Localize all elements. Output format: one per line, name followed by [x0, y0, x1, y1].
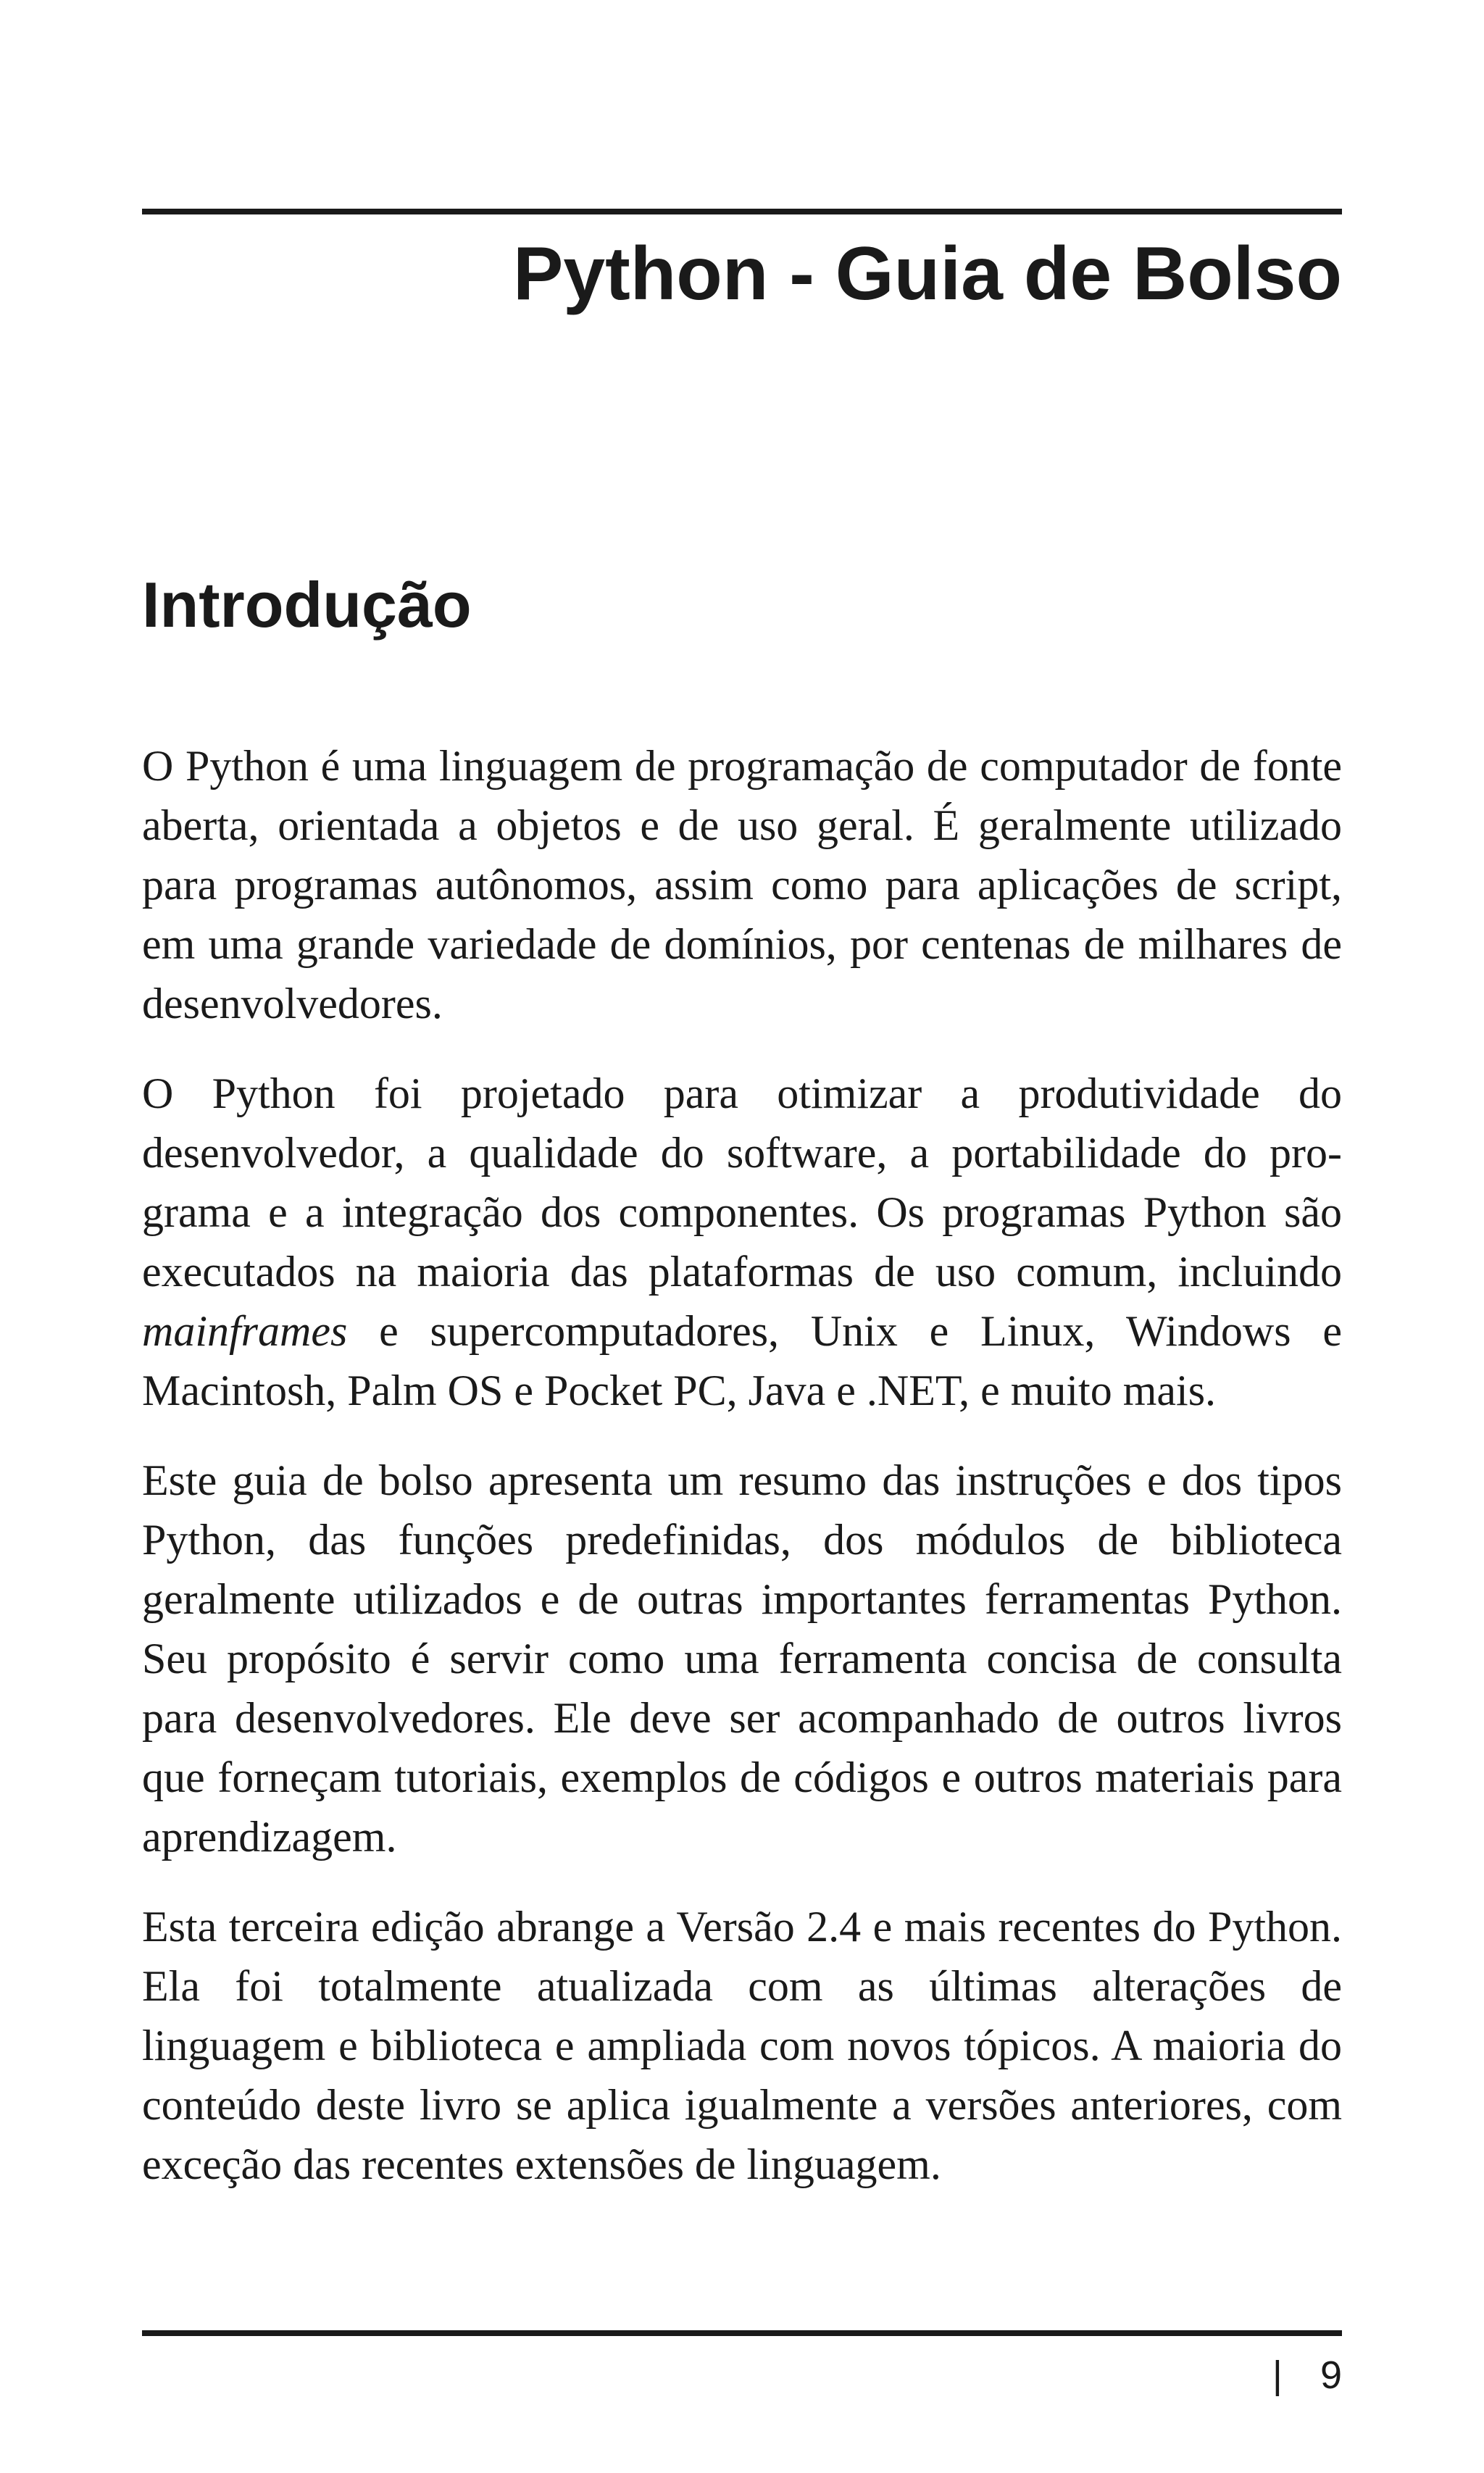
folio-separator: |: [1272, 2353, 1283, 2397]
paragraph-3: Este guia de bolso apresenta um resumo das instruções e dos tipos Python, das funções predefinidas, dos módulos de biblioteca geralmente utilizados e de outras importantes ferramentas Python. Seu propósito é servir como uma ferramenta concisa de consulta para desenvolvedores. Ele deve ser acompanhado de outros livros que forneçam tutoriais, exemplos de códigos e outros materiais para aprendizagem.: [142, 1456, 1342, 1861]
page-folio: [1272, 2352, 1342, 2398]
paragraph-2-text-a: O Python foi projetado para otimizar a produtividade do desenvolvedor, a qualidade do software, a portabilidade do programa e a integração dos componentes. Os programas Python são executados na maioria das plataformas de uso comum, incluindo: [142, 1069, 1342, 1296]
paragraph-2-italic-term: mainframes: [142, 1307, 348, 1355]
paragraph-2-text-b: e supercomputadores, Unix e Linux, Windows e Macintosh, Palm OS e Pocket PC, Java e .NET, e muito mais.: [142, 1307, 1342, 1414]
paragraph-4: Esta terceira edição abrange a Versão 2.4 e mais recentes do Python. Ela foi totalmente atualizada com as últimas alterações de linguagem e biblioteca e ampliada com novos tópicos. A maioria do conteúdo deste livro se aplica igualmente a versões anteriores, com exceção das recentes extensões de linguagem.: [142, 1903, 1342, 2188]
chapter-title: Introdução: [142, 569, 472, 641]
book-page: [142, 0, 1342, 2473]
footer-rule: [142, 2330, 1342, 2336]
paragraph-2: [142, 1064, 1342, 1420]
paragraph-1: O Python é uma linguagem de programação de computador de fonte aberta, orientada a objetos e de uso geral. É geralmente utilizado para programas autônomos, assim como para aplicações de script, em uma grande variedade de domínios, por centenas de milhares de desenvolvedores.: [142, 742, 1342, 1027]
running-head: Python - Guia de Bolso: [512, 232, 1342, 316]
header-rule: [142, 209, 1342, 214]
page-number: 9: [1320, 2353, 1342, 2397]
body-text: [142, 736, 1342, 2224]
